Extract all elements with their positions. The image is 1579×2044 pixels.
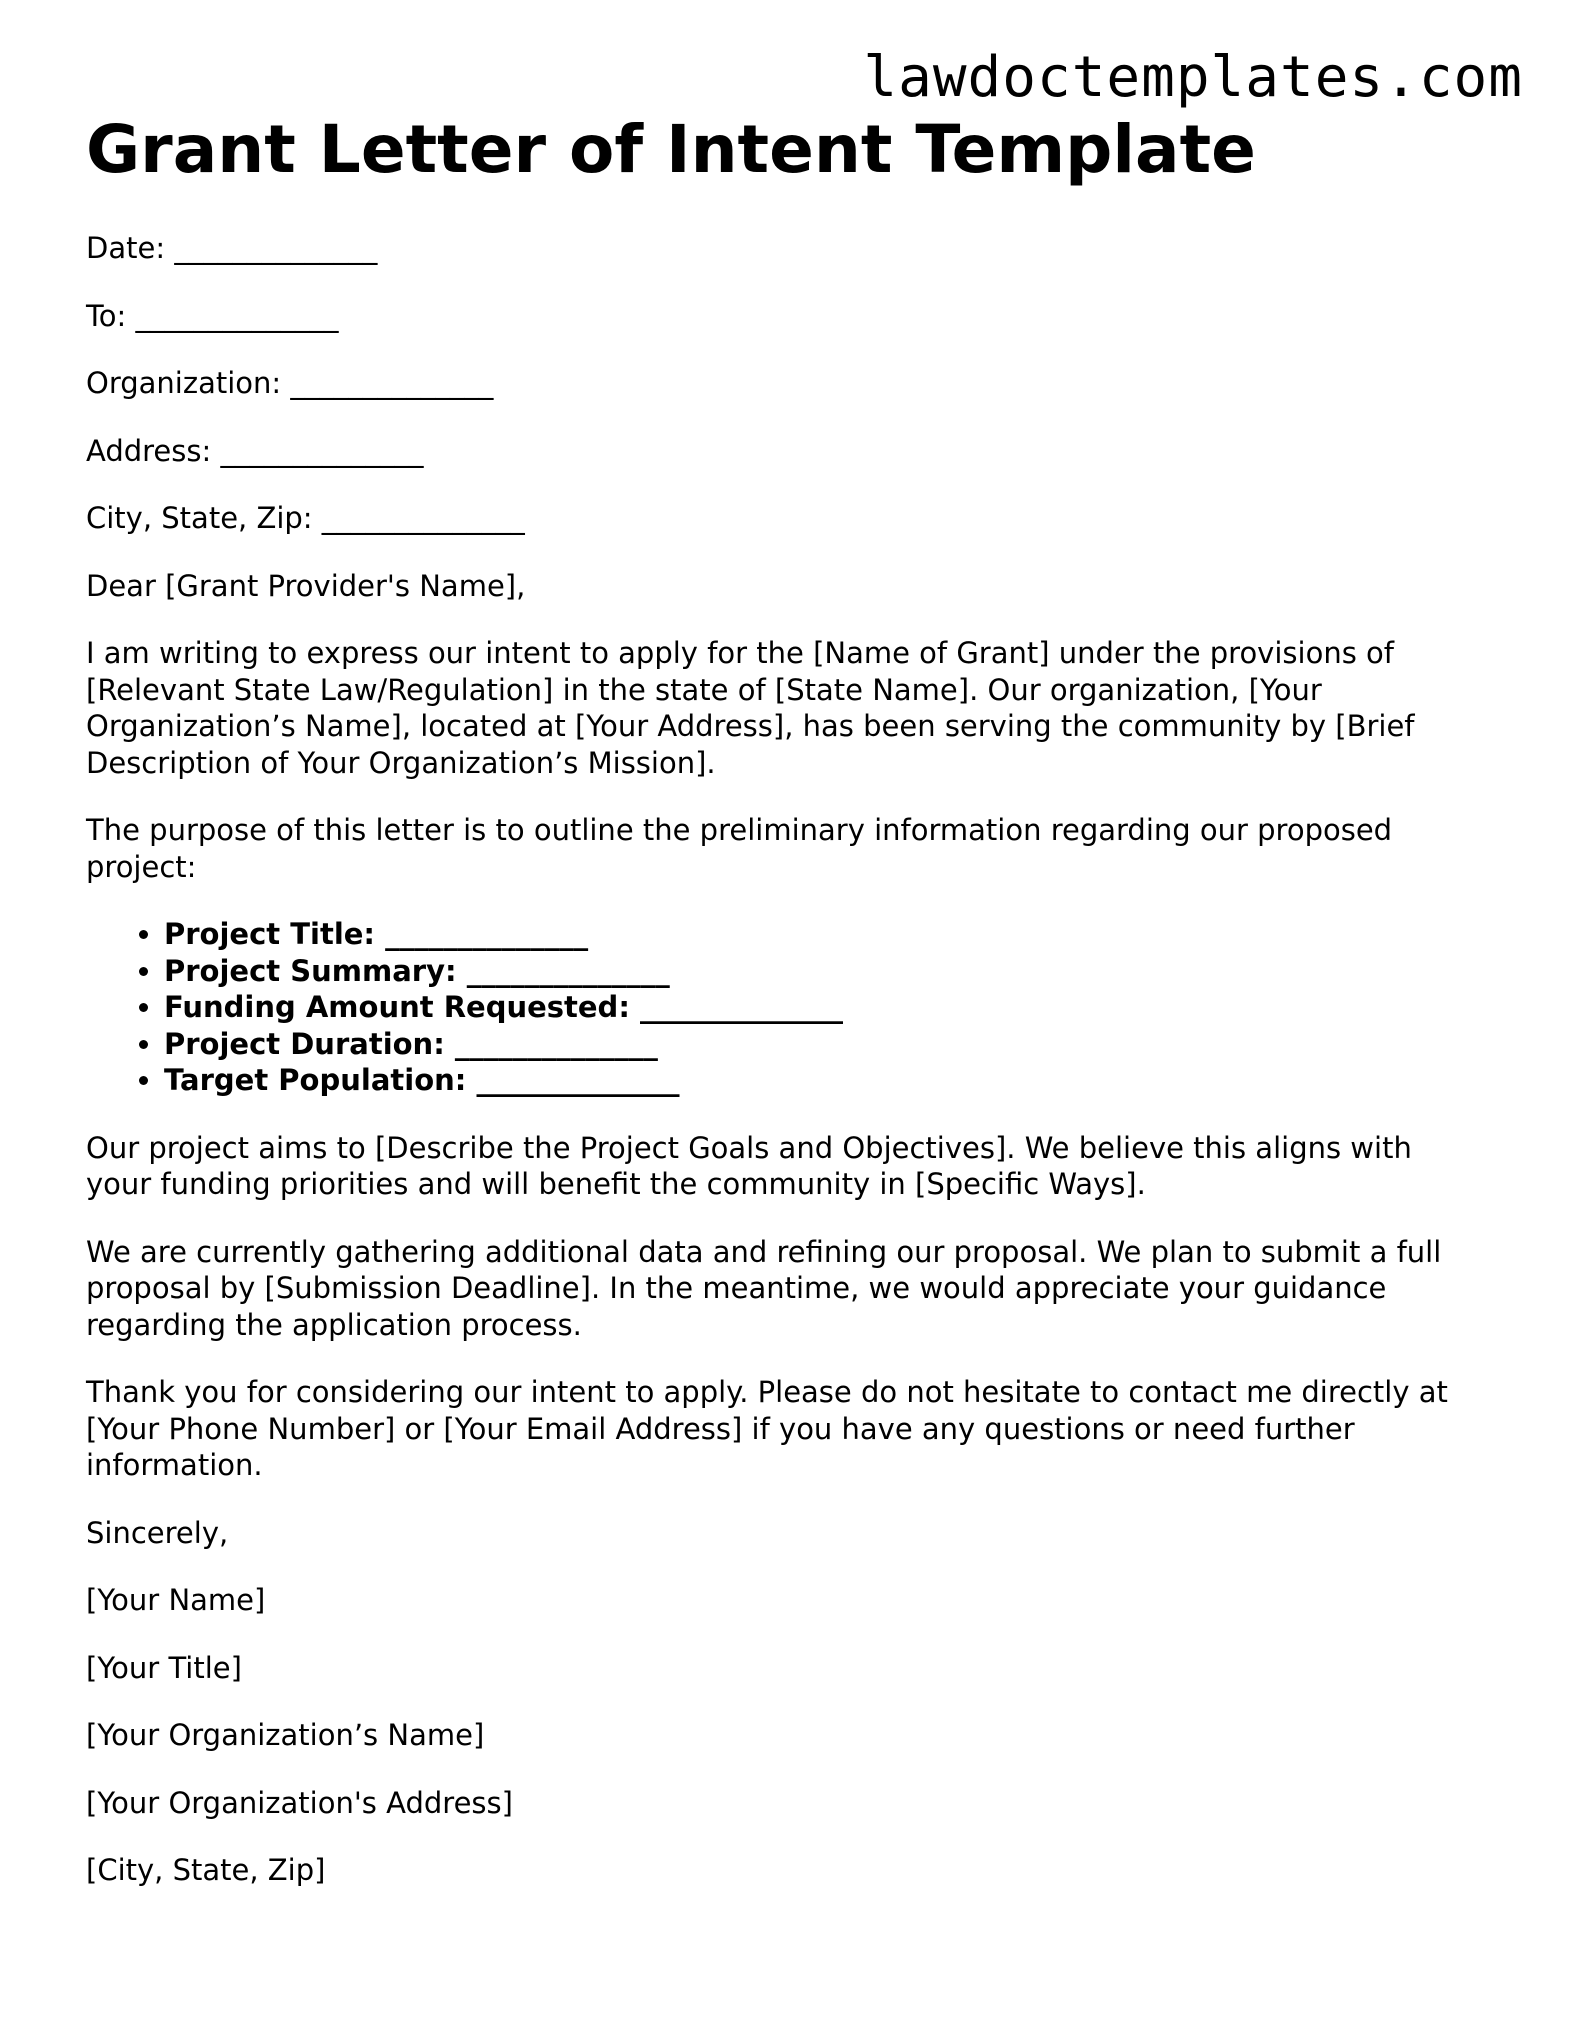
city-state-zip-field bbox=[86, 500, 1486, 537]
project-duration-label: Project Duration: bbox=[164, 1026, 445, 1061]
signature-organization: [Your Organization’s Name] bbox=[86, 1718, 485, 1752]
letter-document bbox=[86, 110, 1486, 1920]
purpose-paragraph: The purpose of this letter is to outline the preliminary information regarding our proposed project: bbox=[86, 813, 1393, 884]
city-state-zip-blank: ______________ bbox=[321, 501, 525, 535]
list-item bbox=[164, 1026, 1486, 1063]
target-population-blank: ______________ bbox=[476, 1063, 680, 1097]
salutation: Dear [Grant Provider's Name], bbox=[86, 568, 526, 603]
project-summary-label: Project Summary: bbox=[164, 953, 457, 988]
goals-paragraph: Our project aims to [Describe the Project Goals and Objectives]. We believe this aligns with your funding priorities and will benefit the community in [Specific Ways]. bbox=[86, 1130, 1412, 1201]
date-label: Date: bbox=[86, 231, 166, 265]
city-state-zip-label: City, State, Zip: bbox=[86, 501, 313, 535]
target-population-label: Target Population: bbox=[164, 1063, 467, 1097]
project-duration-blank: ______________ bbox=[454, 1026, 658, 1061]
to-label: To: bbox=[86, 298, 127, 333]
to-field bbox=[86, 298, 1486, 335]
status-paragraph: We are currently gathering additional data and refining our proposal. We plan to submit a full proposal by [Submission Deadline]. In the meantime, we would appreciate your guidance regarding the application process. bbox=[86, 1234, 1442, 1342]
address-blank: ______________ bbox=[220, 433, 424, 468]
organization-field bbox=[86, 365, 1486, 402]
signature-city-state-zip: [City, State, Zip] bbox=[86, 1853, 326, 1887]
organization-blank: ______________ bbox=[290, 366, 494, 400]
list-item bbox=[164, 953, 1486, 990]
to-blank: ______________ bbox=[135, 298, 339, 333]
project-summary-blank: ______________ bbox=[466, 953, 670, 988]
date-field bbox=[86, 230, 1486, 267]
date-blank: ______________ bbox=[174, 231, 378, 265]
address-label: Address: bbox=[86, 433, 212, 468]
funding-amount-blank: ______________ bbox=[640, 990, 844, 1024]
project-title-blank: ______________ bbox=[385, 917, 589, 951]
organization-label: Organization: bbox=[86, 366, 282, 400]
thanks-paragraph: Thank you for considering our intent to apply. Please do not hesitate to contact me directly at [Your Phone Number] or [Your Email Address] if you have any questions or need further information. bbox=[86, 1375, 1448, 1482]
intro-paragraph: I am writing to express our intent to apply for the [Name of Grant] under the provisions of [Relevant State Law/Regulation] in the state of [State Name]. Our organization, [Your Organization’s Name], located at [Your Address], has been serving the community by [Brief Description of Your Organization’s Mission]. bbox=[86, 636, 1415, 780]
list-item bbox=[164, 989, 1486, 1026]
project-details-list bbox=[86, 916, 1486, 1099]
closing: Sincerely, bbox=[86, 1515, 229, 1550]
list-item bbox=[164, 916, 1486, 953]
document-title: Grant Letter of Intent Template bbox=[86, 111, 1256, 188]
signature-title: [Your Title] bbox=[86, 1650, 242, 1685]
funding-amount-label: Funding Amount Requested: bbox=[164, 990, 630, 1024]
signature-name: [Your Name] bbox=[86, 1583, 266, 1617]
watermark-text: lawdoctemplates.com bbox=[863, 45, 1523, 110]
project-title-label: Project Title: bbox=[164, 917, 376, 951]
signature-address: [Your Organization's Address] bbox=[86, 1785, 513, 1820]
address-field bbox=[86, 433, 1486, 470]
list-item bbox=[164, 1062, 1486, 1099]
